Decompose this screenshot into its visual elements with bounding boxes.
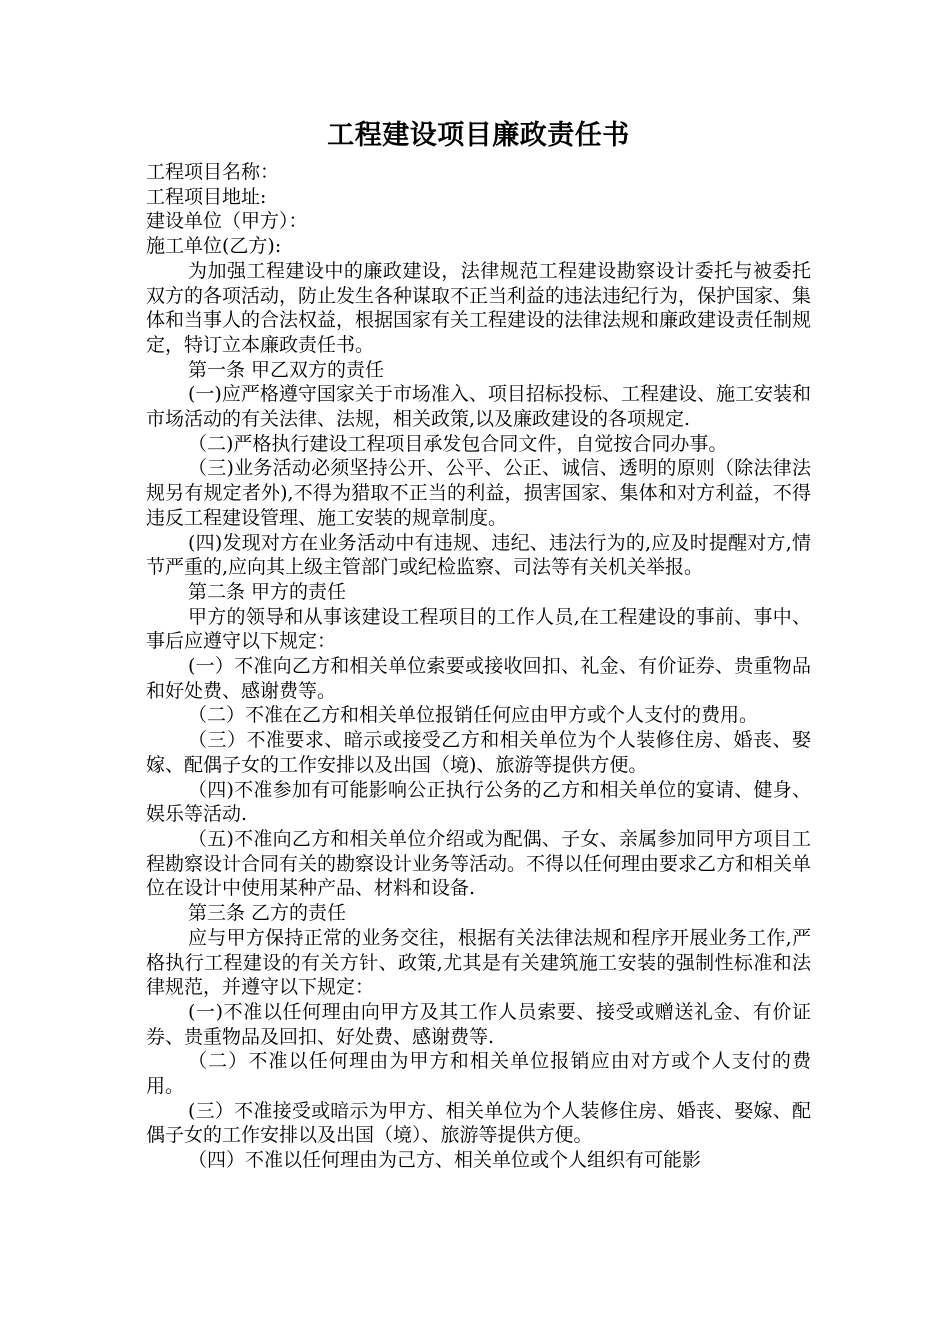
article-1-item-1: (一)应严格遵守国家关于市场准入、项目招标投标、工程建设、施工安装和市场活动的有关法律、法规，相关政策,以及廉政建设的各项规定. [146, 383, 811, 431]
article-1-item-2: （二)严格执行建设工程项目承发包合同文件，自觉按合同办事。 [188, 432, 728, 455]
article-3-item-1: (一)不准以任何理由向甲方及其工作人员索要、接受或赠送礼金、有价证券、贵重物品及回扣、好处费、感谢费等. [146, 1000, 811, 1048]
article-1-item-4: (四)发现对方在业务活动中有违规、违纪、违法行为的,应及时提醒对方,情节严重的,应向其上级主管部门或纪检监察、司法等有关机关举报。 [146, 531, 811, 579]
article-2-item-1: (一）不准向乙方和相关单位索要或接收回扣、礼金、有价证券、贵重物品和好处费、感谢费等。 [146, 655, 811, 702]
article-3-item-2: （二）不准以任何理由为甲方和相关单位报销应由对方或个人支付的费用。 [146, 1050, 811, 1098]
preamble-paragraph: 为加强工程建设中的廉政建设，法律规范工程建设勘察设计委托与被委托双方的各项活动，防止发生各种谋取不正当利益的违法违纪行为，保护国家、集体和当事人的合法权益，根据国家有关工程建设的法律法规和廉政建设责任制规定，特订立本廉政责任书。 [146, 259, 812, 356]
article-3-item-4: （四）不准以任何理由为己方、相关单位或个人组织有可能影 [188, 1149, 702, 1172]
field-project-address: 工程项目地址: [146, 185, 267, 208]
article-3-intro: 应与甲方保持正常的业务交往，根据有关法律法规和程序开展业务工作,严格执行工程建设的有关方针、政策,尤其是有关建筑施工安装的强制性标准和法律规范，并遵守以下规定： [146, 926, 811, 999]
article-2-item-3: （三）不准要求、暗示或接受乙方和相关单位为个人装修住房、婚丧、娶嫁、配偶子女的工作安排以及出国（境)、旅游等提供方便。 [146, 729, 811, 776]
article-3-heading: 第三条 乙方的责任 [188, 902, 347, 925]
document-title: 工程建设项目廉政责任书 [327, 120, 630, 151]
article-2-item-2: （二）不准在乙方和相关单位报销任何应由甲方或个人支付的费用。 [188, 704, 759, 727]
document-body [146, 116, 811, 1173]
article-1-item-3: （三)业务活动必须坚持公开、公平、公正、诚信、透明的原则（除法律法规另有规定者外),不得为猎取不正当的利益，损害国家、集体和对方利益，不得违反工程建设管理、施工安装的规章制度。 [146, 457, 811, 529]
article-3-item-3: (三）不准接受或暗示为甲方、相关单位为个人装修住房、婚丧、娶嫁、配偶子女的工作安排以及出国（境）、旅游等提供方便。 [146, 1099, 811, 1147]
article-2-heading: 第二条 甲方的责任 [188, 580, 347, 603]
field-party-b: 施工单位(乙方): [146, 235, 282, 258]
article-1-heading: 第一条 甲乙双方的责任 [188, 358, 385, 381]
article-2-intro: 甲方的领导和从事该建设工程项目的工作人员,在工程建设的事前、事中、事后应遵守以下规定： [146, 605, 811, 653]
article-2-item-4: （四)不准参加有可能影响公正执行公务的乙方和相关单位的宴请、健身、娱乐等活动. [146, 778, 811, 826]
field-project-name: 工程项目名称： [146, 161, 280, 183]
field-party-a: 建设单位（甲方）： [146, 210, 308, 233]
article-2-item-5: （五)不准向乙方和相关单位介绍或为配偶、子女、亲属参加同甲方项目工程勘察设计合同有关的勘察设计业务等活动。不得以任何理由要求乙方和相关单位在设计中使用某种产品、材料和设备. [146, 827, 812, 900]
